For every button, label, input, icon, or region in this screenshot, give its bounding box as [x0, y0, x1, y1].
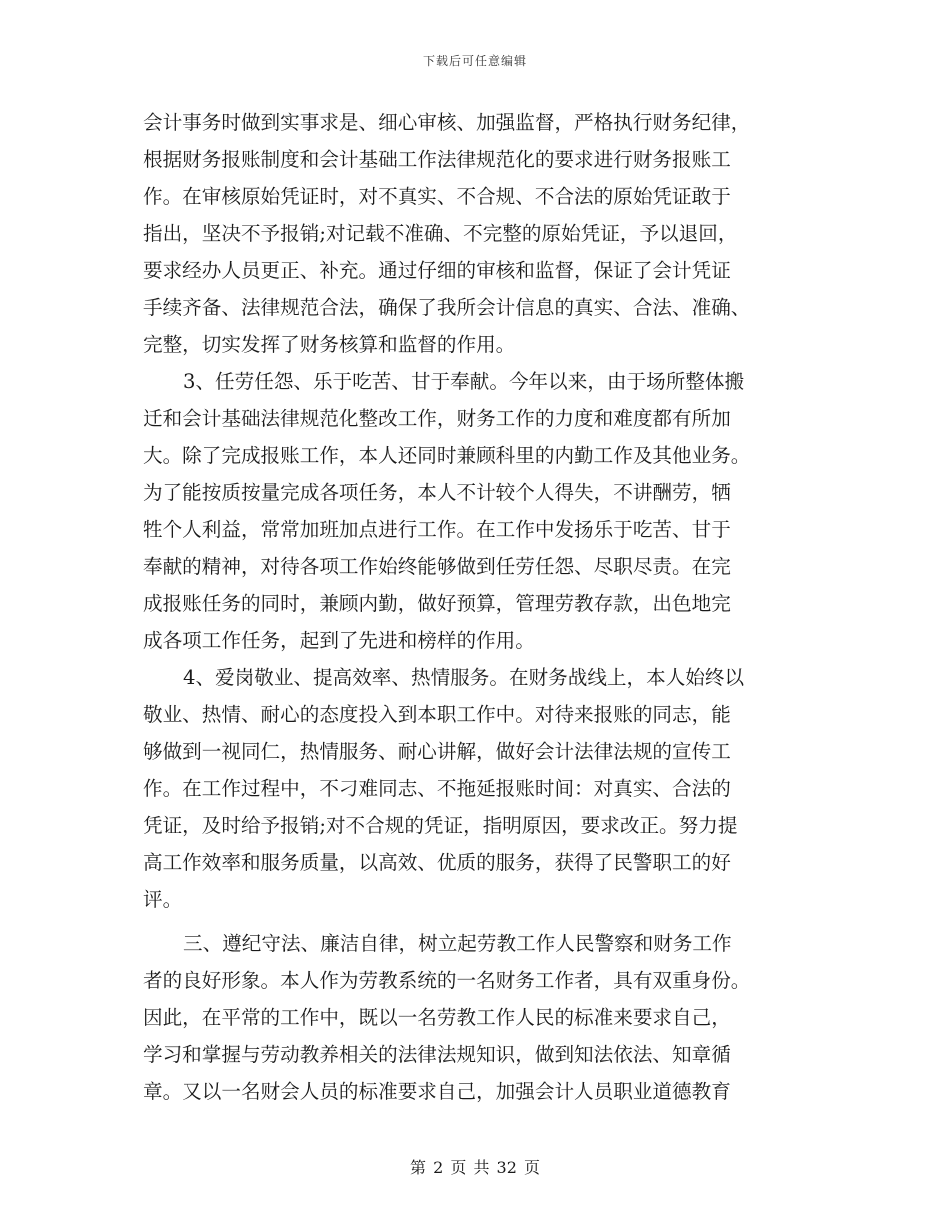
paragraph-gap [143, 918, 808, 925]
text-line: 指出，坚决不予报销;对记载不准确、不完整的原始凭证，予以退回， [143, 222, 738, 245]
text-line: 高工作效率和服务质量，以高效、优质的服务，获得了民警职工的好 [143, 851, 731, 874]
text-line: 会计事务时做到实事求是、细心审核、加强监督，严格执行财务纪律， [143, 111, 751, 134]
page-header: 下载后可任意编辑 [422, 54, 527, 68]
paragraph-start-line: 三、遵纪守法、廉洁自律，树立起劳教工作人民警察和财务工作 [183, 932, 732, 955]
text-line: 作。在工作过程中，不刁难同志、不拖延报账时间：对真实、合法的 [143, 777, 731, 800]
text-line: 评。 [143, 888, 183, 911]
text-line: 学习和掌握与劳动教养相关的法律法规知识，做到知法依法、知章循 [143, 1043, 731, 1066]
paragraph-start-line: 3、任劳任怨、乐于吃苦、甘于奉献。今年以来，由于场所整体搬 [183, 370, 745, 393]
text-line: 凭证，及时给予报销;对不合规的凭证，指明原因，要求改正。努力提 [143, 814, 738, 837]
text-line: 章。又以一名财会人员的标准要求自己，加强会计人员职业道德教育 [143, 1080, 731, 1103]
text-line: 够做到一视同仁，热情服务、耐心讲解，做好会计法律法规的宣传工 [143, 740, 731, 763]
text-line: 因此，在平常的工作中，既以一名劳教工作人民的标准来要求自己， [143, 1006, 731, 1029]
text-line: 者的良好形象。本人作为劳教系统的一名财务工作者，具有双重身份。 [143, 969, 751, 992]
page-footer: 第 2 页 共 32 页 [410, 1158, 540, 1177]
text-line: 完整，切实发挥了财务核算和监督的作用。 [143, 333, 516, 356]
text-line: 大。除了完成报账工作，本人还同时兼顾科里的内勤工作及其他业务。 [143, 444, 751, 467]
text-line: 迁和会计基础法律规范化整改工作，财务工作的力度和难度都有所加 [143, 407, 731, 430]
text-line: 为了能按质按量完成各项任务，本人不计较个人得失，不讲酬劳，牺 [143, 481, 731, 504]
document-body [143, 104, 808, 1110]
paragraph-start-line: 4、爱岗敬业、提高效率、热情服务。在财务战线上，本人始终以 [183, 666, 745, 689]
text-line: 奉献的精神，对待各项工作始终能够做到任劳任怨、尽职尽责。在完 [143, 555, 731, 578]
text-line: 成报账任务的同时，兼顾内勤，做好预算，管理劳教存款，出色地完 [143, 592, 731, 615]
text-line: 敬业、热情、耐心的态度投入到本职工作中。对待来报账的同志，能 [143, 703, 731, 726]
text-line: 根据财务报账制度和会计基础工作法律规范化的要求进行财务报账工 [143, 148, 731, 171]
text-line: 要求经办人员更正、补充。通过仔细的审核和监督，保证了会计凭证 [143, 259, 731, 282]
text-line: 作。在审核原始凭证时，对不真实、不合规、不合法的原始凭证敢于 [143, 185, 731, 208]
text-line: 手续齐备、法律规范合法，确保了我所会计信息的真实、合法、准确、 [143, 296, 751, 319]
text-line: 牲个人利益，常常加班加点进行工作。在工作中发扬乐于吃苦、甘于 [143, 518, 731, 541]
text-line: 成各项工作任务，起到了先进和榜样的作用。 [143, 629, 535, 652]
